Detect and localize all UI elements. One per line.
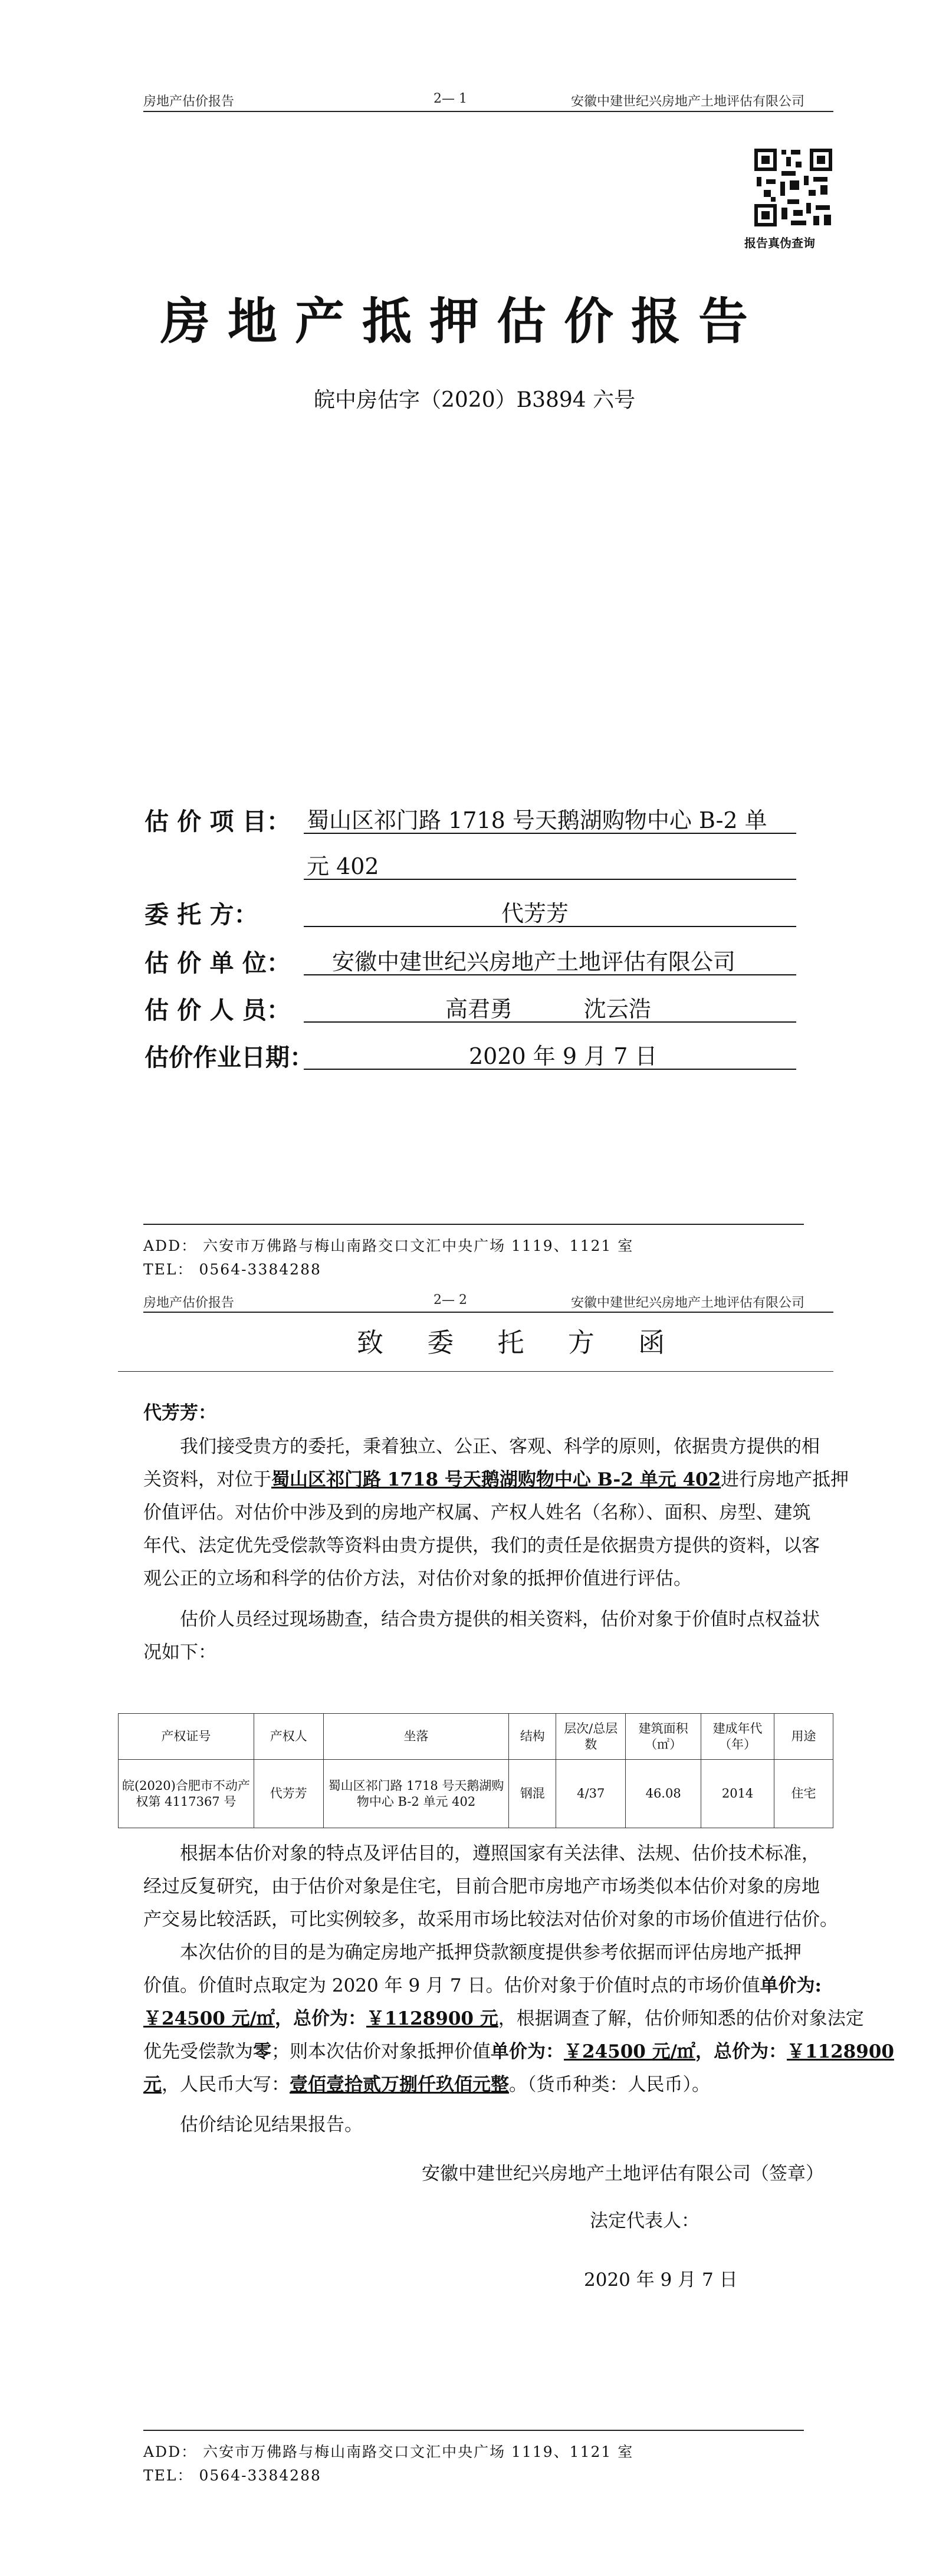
market-total-price: ￥1128900 元 bbox=[366, 2008, 498, 2029]
page2-header-left: 房地产估价报告 bbox=[143, 1296, 235, 1310]
para3-line2: 经过反复研究，由于估价对象是住宅，目前合肥市房地产市场类似本估价对象的房地 bbox=[143, 1876, 820, 1897]
para3-line3: 产交易比较活跃，可比实例较多，故采用市场比较法对估价对象的市场价值进行估价。 bbox=[143, 1909, 838, 1930]
table-cell: 4/37 bbox=[556, 1760, 626, 1828]
table-header: 用途 bbox=[774, 1714, 833, 1760]
page1-footer-tel: TEL： 0564-3384288 bbox=[143, 1261, 321, 1278]
para4-line3: ￥24500 元/㎡，总价为：￥1128900 元，根据调查了解，估价师知悉的估价对象法定 bbox=[143, 2008, 864, 2029]
mortgage-unit-price: ￥24500 元/㎡ bbox=[564, 2041, 695, 2062]
para4-line2: 价值。价值时点取定为 2020 年 9 月 7 日。估价对象于价值时点的市场价值单价为: bbox=[143, 1975, 822, 1996]
property-table bbox=[118, 1713, 833, 1828]
staff-value: 高君勇 沈云浩 bbox=[445, 996, 651, 1022]
letter-title: 致 委 托 方 函 bbox=[357, 1327, 683, 1358]
page2-footer-rule bbox=[143, 2430, 804, 2431]
table-header-row bbox=[119, 1714, 833, 1760]
table-header: 产权证号 bbox=[119, 1714, 254, 1760]
table-cell: 代芳芳 bbox=[254, 1760, 323, 1828]
salutation: 代芳芳： bbox=[143, 1402, 216, 1424]
page2-footer-address: ADD： 六安市万佛路与梅山南路交口文汇中央广场 1119、1121 室 bbox=[143, 2443, 634, 2460]
para1-line4: 年代、法定优先受偿款等资料由贵方提供，我们的责任是依据贵方提供的资料，以客 bbox=[143, 1535, 820, 1556]
mortgage-total-price: ￥1128900 bbox=[786, 2041, 894, 2062]
table-header: 结构 bbox=[509, 1714, 556, 1760]
table-header: 产权人 bbox=[254, 1714, 323, 1760]
unit-label: 估 价 单 位： bbox=[144, 949, 291, 977]
page2-header-rule bbox=[143, 1312, 833, 1313]
para1-line3: 价值评估。对估价中涉及到的房地产权属、产权人姓名（名称）、面积、房型、建筑 bbox=[143, 1502, 811, 1523]
para1-line1: 我们接受贵方的委托，秉着独立、公正、客观、科学的原则，依据贵方提供的相 bbox=[180, 1436, 820, 1457]
unit-value: 安徽中建世纪兴房地产土地评估有限公司 bbox=[332, 949, 736, 975]
report-title: 房地产抵押估价报告 bbox=[160, 292, 766, 350]
page1-header-rule bbox=[143, 111, 833, 112]
date-label: 估价作业日期： bbox=[144, 1043, 314, 1072]
page1-footer-rule bbox=[143, 1224, 804, 1225]
paragraph-5: 估价结论见结果报告。 bbox=[180, 2114, 363, 2135]
para2-line2: 况如下： bbox=[143, 1642, 216, 1663]
table-cell: 2014 bbox=[701, 1760, 774, 1828]
para1-line2: 关资料，对位于蜀山区祁门路 1718 号天鹅湖购物中心 B-2 单元 402进行房地产抵押 bbox=[143, 1469, 849, 1490]
table-row bbox=[119, 1760, 833, 1828]
qr-code-icon[interactable] bbox=[752, 146, 835, 229]
paragraph-2 bbox=[143, 1603, 820, 1669]
report-number: 皖中房估字（2020）B3894 六号 bbox=[314, 388, 636, 412]
table-header: 建筑面积（㎡） bbox=[626, 1714, 701, 1760]
page2-header-page: 2— 2 bbox=[433, 1293, 467, 1307]
signature-representative: 法定代表人： bbox=[590, 2210, 699, 2232]
table-cell: 46.08 bbox=[626, 1760, 701, 1828]
signature-date: 2020 年 9 月 7 日 bbox=[584, 2269, 738, 2291]
page1-footer-address: ADD： 六安市万佛路与梅山南路交口文汇中央广场 1119、1121 室 bbox=[143, 1237, 634, 1254]
para2-line1: 估价人员经过现场勘查，结合贵方提供的相关资料，估价对象于价值时点权益状 bbox=[180, 1609, 820, 1630]
table-header: 建成年代（年） bbox=[701, 1714, 774, 1760]
property-address: 蜀山区祁门路 1718 号天鹅湖购物中心 B-2 单元 402 bbox=[271, 1469, 721, 1490]
para4-line4: 优先受偿款为零；则本次估价对象抵押价值单价为：￥24500 元/㎡，总价为：￥1128900 bbox=[143, 2041, 894, 2062]
staff-label: 估 价 人 员： bbox=[144, 996, 291, 1024]
page2-footer-tel: TEL： 0564-3384288 bbox=[143, 2467, 321, 2484]
letter-title-rule bbox=[118, 1371, 833, 1372]
signature-company: 安徽中建世纪兴房地产土地评估有限公司（签章） bbox=[422, 2163, 824, 2184]
para4-line5: 元，人民币大写：壹佰壹拾贰万捌仟玖佰元整。（货币种类：人民币）。 bbox=[143, 2074, 710, 2095]
para4-line1: 本次估价的目的是为确定房地产抵押贷款额度提供参考依据而评估房地产抵押 bbox=[180, 1942, 802, 1963]
table-cell: 皖(2020)合肥市不动产权第 4117367 号 bbox=[119, 1760, 254, 1828]
date-value: 2020 年 9 月 7 日 bbox=[469, 1043, 658, 1069]
page1-header-page: 2— 1 bbox=[433, 91, 467, 106]
paragraph-3 bbox=[143, 1837, 838, 1936]
client-value: 代芳芳 bbox=[501, 901, 569, 926]
table-cell: 钢混 bbox=[509, 1760, 556, 1828]
page1-header-right: 安徽中建世纪兴房地产土地评估有限公司 bbox=[571, 94, 805, 109]
project-label: 估 价 项 目： bbox=[144, 807, 291, 836]
project-value-line1: 蜀山区祁门路 1718 号天鹅湖购物中心 B-2 单 bbox=[307, 807, 767, 833]
project-value-line2: 元 402 bbox=[307, 853, 379, 879]
client-label: 委 托 方： bbox=[144, 901, 258, 929]
page2-header-right: 安徽中建世纪兴房地产土地评估有限公司 bbox=[571, 1296, 805, 1310]
paragraph-4 bbox=[143, 1936, 894, 2101]
table-header: 层次/总层数 bbox=[556, 1714, 626, 1760]
table-cell: 蜀山区祁门路 1718 号天鹅湖购物中心 B-2 单元 402 bbox=[323, 1760, 509, 1828]
para3-line1: 根据本估价对象的特点及评估目的，遵照国家有关法律、法规、估价技术标准， bbox=[180, 1843, 820, 1864]
amount-in-words: 壹佰壹拾贰万捌仟玖佰元整 bbox=[290, 2074, 509, 2095]
qr-caption: 报告真伪查询 bbox=[744, 236, 815, 250]
para1-line5: 观公正的立场和科学的估价方法，对估价对象的抵押价值进行评估。 bbox=[143, 1568, 692, 1589]
table-header: 坐落 bbox=[323, 1714, 509, 1760]
paragraph-1 bbox=[143, 1430, 849, 1595]
table-cell: 住宅 bbox=[774, 1760, 833, 1828]
page1-header-left: 房地产估价报告 bbox=[143, 94, 235, 109]
market-unit-price: ￥24500 元/㎡ bbox=[143, 2008, 275, 2029]
